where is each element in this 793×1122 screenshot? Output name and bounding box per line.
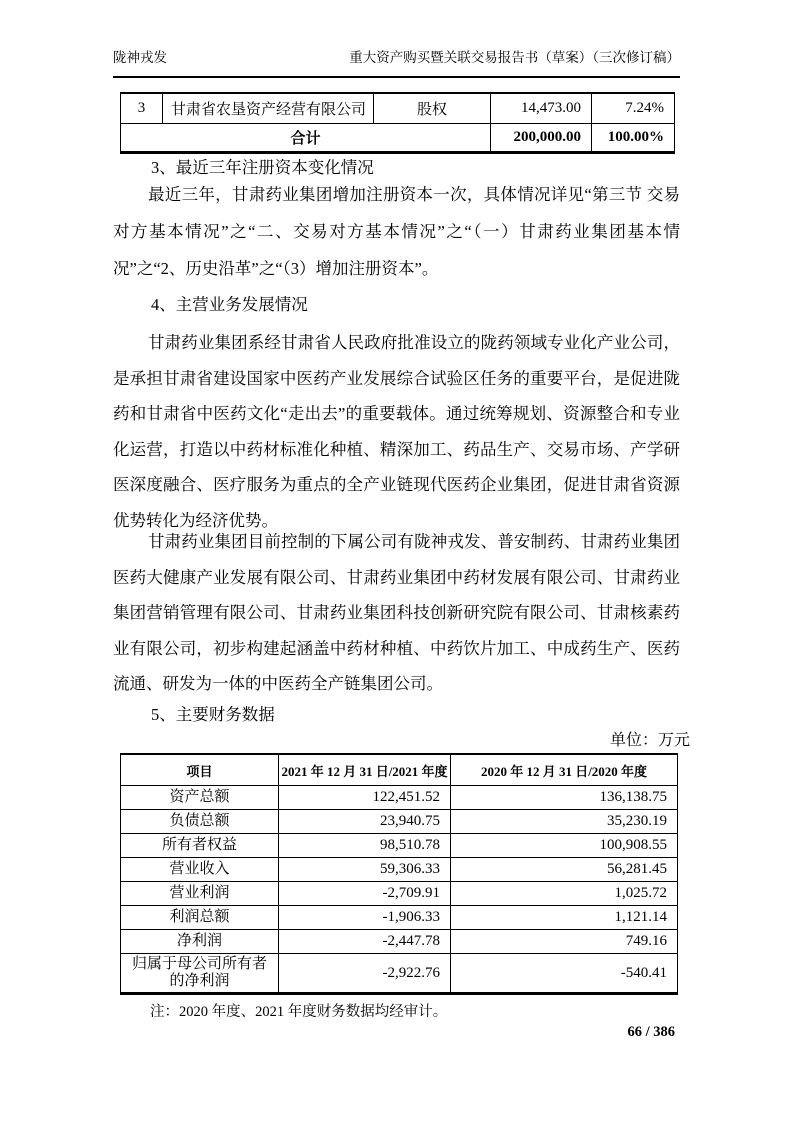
- table-total-row: [121, 124, 675, 153]
- value-2021-cell: -2,922.76: [279, 954, 451, 994]
- value-2021-cell: 23,940.75: [279, 810, 451, 834]
- value-2020-cell: 749.16: [451, 930, 678, 954]
- equity-holders-table: [120, 92, 675, 154]
- total-label-cell: 合计: [121, 124, 491, 153]
- value-2021-cell: 98,510.78: [279, 834, 451, 858]
- item-cell: 负债总额: [121, 810, 279, 834]
- value-2020-cell: 136,138.75: [451, 786, 678, 810]
- unit-label: 单位：万元: [609, 732, 690, 749]
- section-3-paragraph: 最近三年，甘肃药业集团增加注册资本一次，具体情况详见“第三节 交易对方基本情况”之“二、交易对方基本情况”之“（一）甘肃药业集团基本情况”之“2、历史沿革”之“（3）增加注册资本”。: [113, 185, 680, 278]
- total-percent-cell: 100.00%: [592, 124, 675, 153]
- value-2020-cell: 35,230.19: [451, 810, 678, 834]
- value-2021-cell: -1,906.33: [279, 906, 451, 930]
- item-cell: 净利润: [121, 930, 279, 954]
- section-3-heading: 3、最近三年注册资本变化情况: [151, 158, 374, 177]
- table-row: [121, 906, 678, 930]
- header-company-name: 陇神戎发: [113, 50, 167, 65]
- table-row: [121, 882, 678, 906]
- table-row: [121, 93, 675, 124]
- item-cell: 营业利润: [121, 882, 279, 906]
- page-header: [113, 46, 680, 78]
- value-2020-cell: -540.41: [451, 954, 678, 994]
- header-report-title: 重大资产购买暨关联交易报告书（草案）（三次修订稿）: [349, 50, 680, 65]
- value-2020-cell: 56,281.45: [451, 858, 678, 882]
- section-4-paragraph-2: 甘肃药业集团目前控制的下属公司有陇神戎发、普安制药、甘肃药业集团医药大健康产业发展有限公司、甘肃药业集团中药材发展有限公司、甘肃药业集团营销管理有限公司、甘肃药业集团科技创新研究院有限公司、甘肃核素药业有限公司，初步构建起涵盖中药材种植、中药饮片加工、中成药生产、医药流通、研发为一体的中医药全产链集团公司。: [113, 532, 680, 693]
- page-number: 66 / 386: [627, 1024, 675, 1040]
- contribution-type-cell: 股权: [374, 93, 491, 124]
- value-2020-cell: 100,908.55: [451, 834, 678, 858]
- header-item-cell: 项目: [121, 754, 279, 786]
- table-row: [121, 786, 678, 810]
- section-4-paragraph-1: 甘肃药业集团系经甘肃省人民政府批准设立的陇药领域专业化产业公司，是承担甘肃省建设国家中医药产业发展综合试验区任务的重要平台，是促进陇药和甘肃省中医药文化“走出去”的重要载体。通过统筹规划、资源整合和专业化运营，打造以中药材标准化种植、精深加工、药品生产、交易市场、产学研医深度融合、医疗服务为重点的全产业链现代医药企业集团，促进甘肃省资源优势转化为经济优势。: [113, 333, 680, 530]
- item-cell: 利润总额: [121, 906, 279, 930]
- item-cell: 资产总额: [121, 786, 279, 810]
- header-2021-cell: 2021 年 12 月 31 日/2021 年度: [279, 754, 451, 786]
- table-row: [121, 810, 678, 834]
- value-2021-cell: -2,709.91: [279, 882, 451, 906]
- holder-name-cell: 甘肃省农垦资产经营有限公司: [163, 93, 374, 124]
- total-amount-cell: 200,000.00: [491, 124, 592, 153]
- item-cell: 营业收入: [121, 858, 279, 882]
- amount-cell: 14,473.00: [491, 93, 592, 124]
- financial-data-table: [120, 753, 678, 995]
- percent-cell: 7.24%: [592, 93, 675, 124]
- table-row: [121, 930, 678, 954]
- value-2020-cell: 1,121.14: [451, 906, 678, 930]
- header-2020-cell: 2020 年 12 月 31 日/2020 年度: [451, 754, 678, 786]
- table-header-row: [121, 754, 678, 786]
- item-cell: 所有者权益: [121, 834, 279, 858]
- table-row: [121, 858, 678, 882]
- audit-note: 注：2020 年度、2021 年度财务数据均经审计。: [150, 1004, 448, 1020]
- item-cell: 归属于母公司所有者的净利润: [121, 954, 279, 994]
- value-2020-cell: 1,025.72: [451, 882, 678, 906]
- section-4-heading: 4、主营业务发展情况: [151, 295, 308, 314]
- row-index-cell: 3: [121, 93, 163, 124]
- value-2021-cell: 59,306.33: [279, 858, 451, 882]
- section-5-heading: 5、主要财务数据: [151, 705, 275, 724]
- value-2021-cell: -2,447.78: [279, 930, 451, 954]
- value-2021-cell: 122,451.52: [279, 786, 451, 810]
- table-row: [121, 954, 678, 994]
- table-row: [121, 834, 678, 858]
